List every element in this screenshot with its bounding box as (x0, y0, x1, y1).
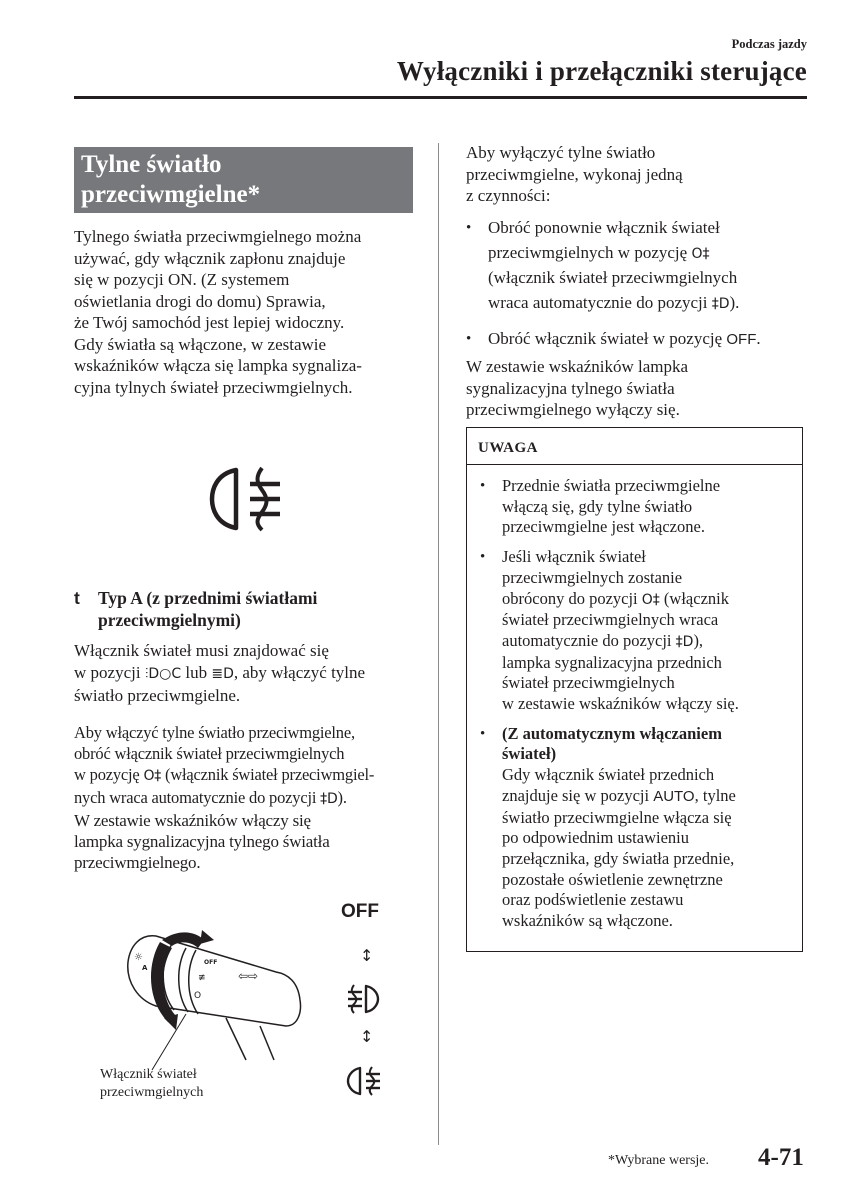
text-line: przeciwmgielne jest włączone. (502, 517, 705, 537)
list-item (464, 327, 804, 353)
text-line: obróć włącznik świateł przeciwmgielnych (74, 744, 345, 763)
rear-fog-icon: O‡ (691, 245, 710, 262)
front-fog-lamp-icon (346, 982, 380, 1016)
type-a-paragraph-1 (74, 640, 365, 707)
note-item (478, 476, 796, 538)
text-fragment: , aby włączyć tylne (233, 662, 366, 682)
text-line: świateł przeciwmgielnych wraca (502, 610, 719, 630)
text-line: Tylnego światła przeciwmgielnego można (74, 227, 362, 246)
type-a-heading (74, 587, 317, 631)
section-title-line: Tylne światło (81, 151, 222, 178)
indicator-off-paragraph (466, 356, 688, 421)
page-title: Wyłączniki i przełączniki sterujące (396, 56, 807, 86)
text-line: oświetlania drogi do domu) Sprawia, (74, 291, 326, 311)
text-fragment: lub (181, 662, 212, 682)
caption-line: przeciwmgielnych (100, 1085, 204, 1100)
text-line (74, 662, 365, 686)
text-line: lampka sygnalizacyjna tylnego światła (74, 832, 330, 851)
text-fragment: w pozycję (74, 765, 144, 784)
text-line: • Przednie światła przeciwmgielne (502, 476, 721, 495)
text-line: świateł) (502, 744, 557, 764)
fog-switch-illustration (116, 922, 306, 1062)
heading-marker: t (74, 588, 80, 608)
note-item (478, 547, 796, 715)
text-line: Aby wyłączyć tylne światło (466, 143, 656, 162)
column-divider (438, 143, 439, 1145)
text-line (488, 327, 804, 353)
svg-text:⇦⇨: ⇦⇨ (238, 969, 259, 983)
svg-text:☼: ☼ (134, 952, 143, 963)
off-position-text: OFF (726, 331, 757, 348)
text-line: sygnalizacyjna tylnego światła (466, 378, 675, 398)
svg-text:≢: ≢ (198, 973, 206, 983)
rear-fog-lamp-icon (346, 1064, 382, 1098)
text-line: przeciwmgielne, wykonaj jedną (466, 164, 683, 184)
text-line: przełącznika, gdy światła przednie, (502, 848, 735, 868)
rear-fog-lamp-icon (206, 464, 292, 534)
text-line: przeciwmgielnego. (74, 853, 201, 872)
text-fragment: nych wraca automatycznie do pozycji (74, 788, 321, 807)
parking-lights-icon: ⫶D○C (144, 665, 182, 682)
turn-off-options (464, 216, 804, 353)
headlight-icon: ≣D (211, 665, 234, 682)
svg-text:O: O (194, 991, 202, 1001)
text-line: lampka sygnalizacyjna przednich (502, 652, 722, 672)
section-title-box (74, 147, 413, 213)
text-line: się w pozycji ON. (Z systemem (74, 270, 290, 289)
text-line: • Jeśli włącznik świateł (502, 547, 646, 567)
front-fog-icon: ‡D (675, 633, 694, 650)
intro-paragraph (74, 226, 362, 398)
text-fragment: . (756, 329, 761, 348)
up-down-arrow-icon: ↕ (360, 1027, 374, 1046)
svg-text:A: A (142, 964, 148, 972)
text-line (488, 291, 804, 317)
rear-fog-icon: O‡ (143, 768, 162, 784)
text-fragment: znajduje się w pozycji (502, 785, 654, 805)
text-line (74, 787, 374, 810)
text-line: światło przeciwmgielne. (74, 686, 241, 705)
text-line: że Twój samochód jest lepiej widoczny. (74, 313, 345, 332)
text-line: Gdy włącznik świateł przednich (502, 765, 715, 785)
list-item (464, 216, 804, 316)
text-fragment: ). (729, 292, 740, 312)
note-item (478, 724, 796, 932)
footnote: *Wybrane wersje. (608, 1153, 710, 1168)
text-line: oraz podświetlenie zestawu (502, 890, 684, 910)
text-fragment: obrócony do pozycji (502, 588, 642, 608)
text-line: przeciwmgielnych zostanie (502, 567, 683, 587)
text-line: włączą się, gdy tylne światło (502, 496, 693, 516)
note-heading: UWAGA (466, 427, 803, 465)
auto-position-text: AUTO (653, 787, 695, 805)
up-down-arrow-icon: ↕ (360, 946, 374, 965)
text-fragment: w pozycji (74, 662, 145, 682)
svg-text:OFF: OFF (204, 959, 218, 966)
text-line: pozostałe oświetlenie zewnętrzne (502, 869, 723, 889)
text-line (488, 241, 804, 267)
text-line: w zestawie wskaźników włączy się. (502, 694, 739, 714)
text-line: wskaźników włącza się lampka sygnaliza- (74, 356, 362, 375)
text-fragment: ), (693, 630, 704, 650)
text-line: cyjna tylnych świateł przeciwmgielnych. (74, 377, 353, 397)
text-line: wskaźników są włączone. (502, 911, 673, 931)
text-fragment: wraca automatycznie do pozycji (488, 292, 712, 312)
text-line: przeciwmgielnego wyłączy się. (466, 400, 680, 419)
page-number: 4-71 (758, 1144, 804, 1171)
text-line: Włącznik świateł musi znajdować się (74, 641, 329, 660)
off-position-label: OFF (341, 901, 379, 922)
text-fragment: automatycznie do pozycji (502, 630, 676, 650)
section-label: Podczas jazdy (731, 37, 807, 51)
text-line (502, 786, 796, 808)
text-fragment: , tylne (694, 785, 736, 805)
text-line (74, 764, 374, 787)
text-line (502, 631, 796, 653)
header-rule (74, 96, 807, 99)
caption-line: Włącznik świateł (100, 1067, 197, 1082)
text-fragment: (włącznik (659, 588, 729, 608)
text-line: używać, gdy włącznik zapłonu znajduje (74, 248, 346, 268)
text-line: • Obróć ponownie włącznik świateł (488, 218, 720, 237)
text-fragment: ). (337, 788, 347, 807)
text-line: Aby włączyć tylne światło przeciwmgielne, (74, 723, 355, 742)
text-line: Gdy światła są włączone, w zestawie (74, 334, 327, 354)
front-fog-icon: ‡D (320, 791, 338, 807)
type-a-paragraph-2 (74, 722, 374, 873)
turn-off-intro (466, 142, 683, 207)
text-fragment: Obróć włącznik świateł w pozycję (488, 329, 727, 348)
heading-line: Typ A (z przednimi światłami (98, 588, 318, 608)
text-line: W zestawie wskaźników włączy się (74, 811, 311, 830)
text-fragment: przeciwmgielnych w pozycję (488, 242, 692, 262)
text-line: światło przeciwmgielne włącza się (502, 807, 732, 827)
text-fragment: (włącznik świateł przeciwmgiel- (161, 765, 375, 784)
text-line: W zestawie wskaźników lampka (466, 357, 689, 376)
section-title-line: przeciwmgielne* (81, 181, 261, 208)
text-line: świateł przeciwmgielnych (502, 673, 675, 693)
text-line: z czynności: (466, 186, 551, 205)
heading-line: przeciwmgielnymi) (98, 610, 241, 630)
front-fog-icon: ‡D (711, 295, 730, 312)
caption-leader-line (150, 1012, 190, 1072)
text-line: • (Z automatycznym włączaniem (502, 723, 722, 743)
note-list (478, 476, 796, 941)
rear-fog-icon: O‡ (641, 591, 660, 608)
text-line (502, 589, 796, 611)
text-line: po odpowiednim ustawieniu (502, 828, 689, 848)
text-line: (włącznik świateł przeciwmgielnych (488, 268, 738, 287)
